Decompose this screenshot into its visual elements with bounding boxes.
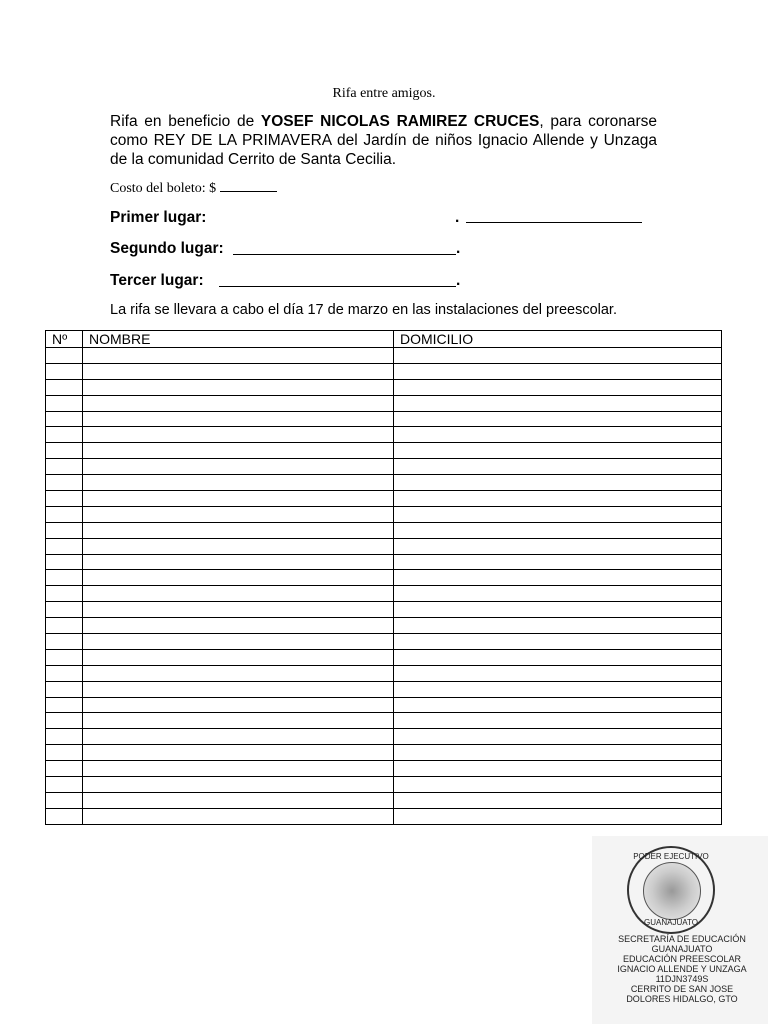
cell-address[interactable] (394, 443, 722, 459)
raffle-note: La rifa se llevara a cabo el día 17 de marzo en las instalaciones del preescolar. (110, 302, 617, 318)
cell-address[interactable] (394, 713, 722, 729)
table-row (46, 459, 722, 475)
cell-name[interactable] (83, 348, 394, 364)
cell-address[interactable] (394, 411, 722, 427)
cell-name[interactable] (83, 618, 394, 634)
cell-name[interactable] (83, 538, 394, 554)
cell-number[interactable] (46, 395, 83, 411)
table-row (46, 792, 722, 808)
table-row (46, 443, 722, 459)
table-row (46, 491, 722, 507)
table-row (46, 348, 722, 364)
stamp-line: CERRITO DE SAN JOSE (630, 984, 734, 994)
second-place-period: . (456, 240, 461, 257)
seal-center (643, 862, 701, 920)
cell-name[interactable] (83, 459, 394, 475)
cell-name[interactable] (83, 491, 394, 507)
cell-name[interactable] (83, 570, 394, 586)
cell-number[interactable] (46, 808, 83, 824)
seal-bottom-text: GUANAJUATO (644, 918, 698, 927)
table-row (46, 379, 722, 395)
cell-name[interactable] (83, 777, 394, 793)
cell-number[interactable] (46, 411, 83, 427)
stamp-line: SECRETARÍA DE EDUCACIÓN (618, 934, 746, 944)
cell-name[interactable] (83, 649, 394, 665)
cell-name[interactable] (83, 363, 394, 379)
cell-number[interactable] (46, 761, 83, 777)
cell-address[interactable] (394, 808, 722, 824)
cell-number[interactable] (46, 602, 83, 618)
cell-address[interactable] (394, 554, 722, 570)
table-row (46, 649, 722, 665)
cell-number[interactable] (46, 792, 83, 808)
cell-name[interactable] (83, 665, 394, 681)
cell-number[interactable] (46, 634, 83, 650)
table-row (46, 777, 722, 793)
participants-table (45, 330, 722, 825)
cell-address[interactable] (394, 729, 722, 745)
cell-name[interactable] (83, 522, 394, 538)
cell-address[interactable] (394, 697, 722, 713)
table-row (46, 538, 722, 554)
ticket-cost-label: Costo del boleto: $ (110, 181, 217, 196)
cell-name[interactable] (83, 729, 394, 745)
cell-address[interactable] (394, 538, 722, 554)
stamp-line: 11DJN3749S (655, 974, 709, 984)
cell-number[interactable] (46, 713, 83, 729)
stamp-line: IGNACIO ALLENDE Y UNZAGA (617, 964, 747, 974)
cell-name[interactable] (83, 792, 394, 808)
cell-number[interactable] (46, 618, 83, 634)
cell-number[interactable] (46, 363, 83, 379)
cell-name[interactable] (83, 379, 394, 395)
intro-prefix: Rifa en beneficio de (110, 113, 261, 130)
column-header-name: NOMBRE (83, 331, 394, 348)
cell-name[interactable] (83, 761, 394, 777)
cell-number[interactable] (46, 745, 83, 761)
table-row (46, 745, 722, 761)
stamp-text-block (604, 934, 760, 1004)
cell-number[interactable] (46, 427, 83, 443)
table-row (46, 427, 722, 443)
cell-address[interactable] (394, 395, 722, 411)
beneficiary-name: YOSEF NICOLAS RAMIREZ CRUCES (260, 113, 540, 130)
table-row (46, 761, 722, 777)
cell-address[interactable] (394, 665, 722, 681)
cell-number[interactable] (46, 443, 83, 459)
table-row (46, 602, 722, 618)
seal-emblem-icon (627, 846, 715, 934)
table-body (46, 348, 722, 825)
cell-number[interactable] (46, 697, 83, 713)
table-row (46, 411, 722, 427)
table-row (46, 570, 722, 586)
cell-name[interactable] (83, 427, 394, 443)
cell-number[interactable] (46, 522, 83, 538)
cell-name[interactable] (83, 681, 394, 697)
second-place-label: Segundo lugar: (110, 240, 224, 257)
table-row (46, 697, 722, 713)
first-place-period: . (455, 209, 460, 226)
cell-address[interactable] (394, 506, 722, 522)
intro-paragraph (110, 112, 657, 169)
cell-address[interactable] (394, 761, 722, 777)
cell-address[interactable] (394, 792, 722, 808)
table-row (46, 554, 722, 570)
cell-address[interactable] (394, 491, 722, 507)
ticket-cost (110, 179, 277, 197)
stamp-line: GUANAJUATO (651, 944, 713, 954)
table-row (46, 506, 722, 522)
cell-name[interactable] (83, 395, 394, 411)
cell-address[interactable] (394, 745, 722, 761)
column-header-number: Nº (46, 331, 83, 348)
cell-name[interactable] (83, 602, 394, 618)
cell-address[interactable] (394, 777, 722, 793)
second-place-blank[interactable] (233, 254, 456, 255)
third-place-period: . (456, 272, 461, 289)
table-row (46, 634, 722, 650)
cell-number[interactable] (46, 379, 83, 395)
cell-address[interactable] (394, 475, 722, 491)
table-row (46, 729, 722, 745)
cell-address[interactable] (394, 681, 722, 697)
intro-suffix: , para coronarse como REY DE LA PRIMAVERA del Jardín de niños Ignacio Allende y Unzaga de la comunidad Cerrito de Santa Cecilia. (110, 113, 657, 168)
table-row (46, 586, 722, 602)
cell-address[interactable] (394, 634, 722, 650)
cell-number[interactable] (46, 729, 83, 745)
cell-address[interactable] (394, 522, 722, 538)
official-stamp (592, 836, 768, 1024)
table-row (46, 681, 722, 697)
first-place-blank[interactable] (466, 222, 642, 223)
cell-number[interactable] (46, 491, 83, 507)
cell-number[interactable] (46, 665, 83, 681)
cell-number[interactable] (46, 459, 83, 475)
cell-address[interactable] (394, 570, 722, 586)
cell-name[interactable] (83, 586, 394, 602)
table-row (46, 522, 722, 538)
document-title: Rifa entre amigos. (332, 86, 436, 101)
cell-number[interactable] (46, 681, 83, 697)
cell-name[interactable] (83, 506, 394, 522)
table-row (46, 665, 722, 681)
cell-number[interactable] (46, 649, 83, 665)
cell-address[interactable] (394, 618, 722, 634)
table-row (46, 713, 722, 729)
table-row (46, 618, 722, 634)
cell-address[interactable] (394, 427, 722, 443)
cell-address[interactable] (394, 348, 722, 364)
table-row (46, 808, 722, 824)
cell-address[interactable] (394, 602, 722, 618)
cell-number[interactable] (46, 777, 83, 793)
cell-number[interactable] (46, 475, 83, 491)
seal-top-text: PODER EJECUTIVO (633, 852, 709, 861)
cell-number[interactable] (46, 586, 83, 602)
cell-name[interactable] (83, 745, 394, 761)
cell-name[interactable] (83, 443, 394, 459)
cell-address[interactable] (394, 363, 722, 379)
cell-number[interactable] (46, 554, 83, 570)
cell-name[interactable] (83, 713, 394, 729)
cell-name[interactable] (83, 475, 394, 491)
cell-address[interactable] (394, 379, 722, 395)
first-place-label: Primer lugar: (110, 209, 207, 226)
cell-number[interactable] (46, 570, 83, 586)
cell-address[interactable] (394, 586, 722, 602)
cell-number[interactable] (46, 506, 83, 522)
third-place-blank[interactable] (219, 286, 456, 287)
third-place-label: Tercer lugar: (110, 272, 204, 289)
table-row (46, 475, 722, 491)
cell-number[interactable] (46, 538, 83, 554)
cell-name[interactable] (83, 634, 394, 650)
stamp-line: DOLORES HIDALGO, GTO (626, 994, 738, 1004)
ticket-cost-blank[interactable] (220, 179, 277, 192)
cell-name[interactable] (83, 554, 394, 570)
table-row (46, 395, 722, 411)
table-header-row (46, 331, 722, 348)
table-row (46, 363, 722, 379)
cell-name[interactable] (83, 697, 394, 713)
cell-address[interactable] (394, 459, 722, 475)
stamp-line: EDUCACIÓN PREESCOLAR (622, 954, 742, 964)
cell-address[interactable] (394, 649, 722, 665)
cell-name[interactable] (83, 808, 394, 824)
column-header-address: DOMICILIO (394, 331, 722, 348)
cell-number[interactable] (46, 348, 83, 364)
cell-name[interactable] (83, 411, 394, 427)
